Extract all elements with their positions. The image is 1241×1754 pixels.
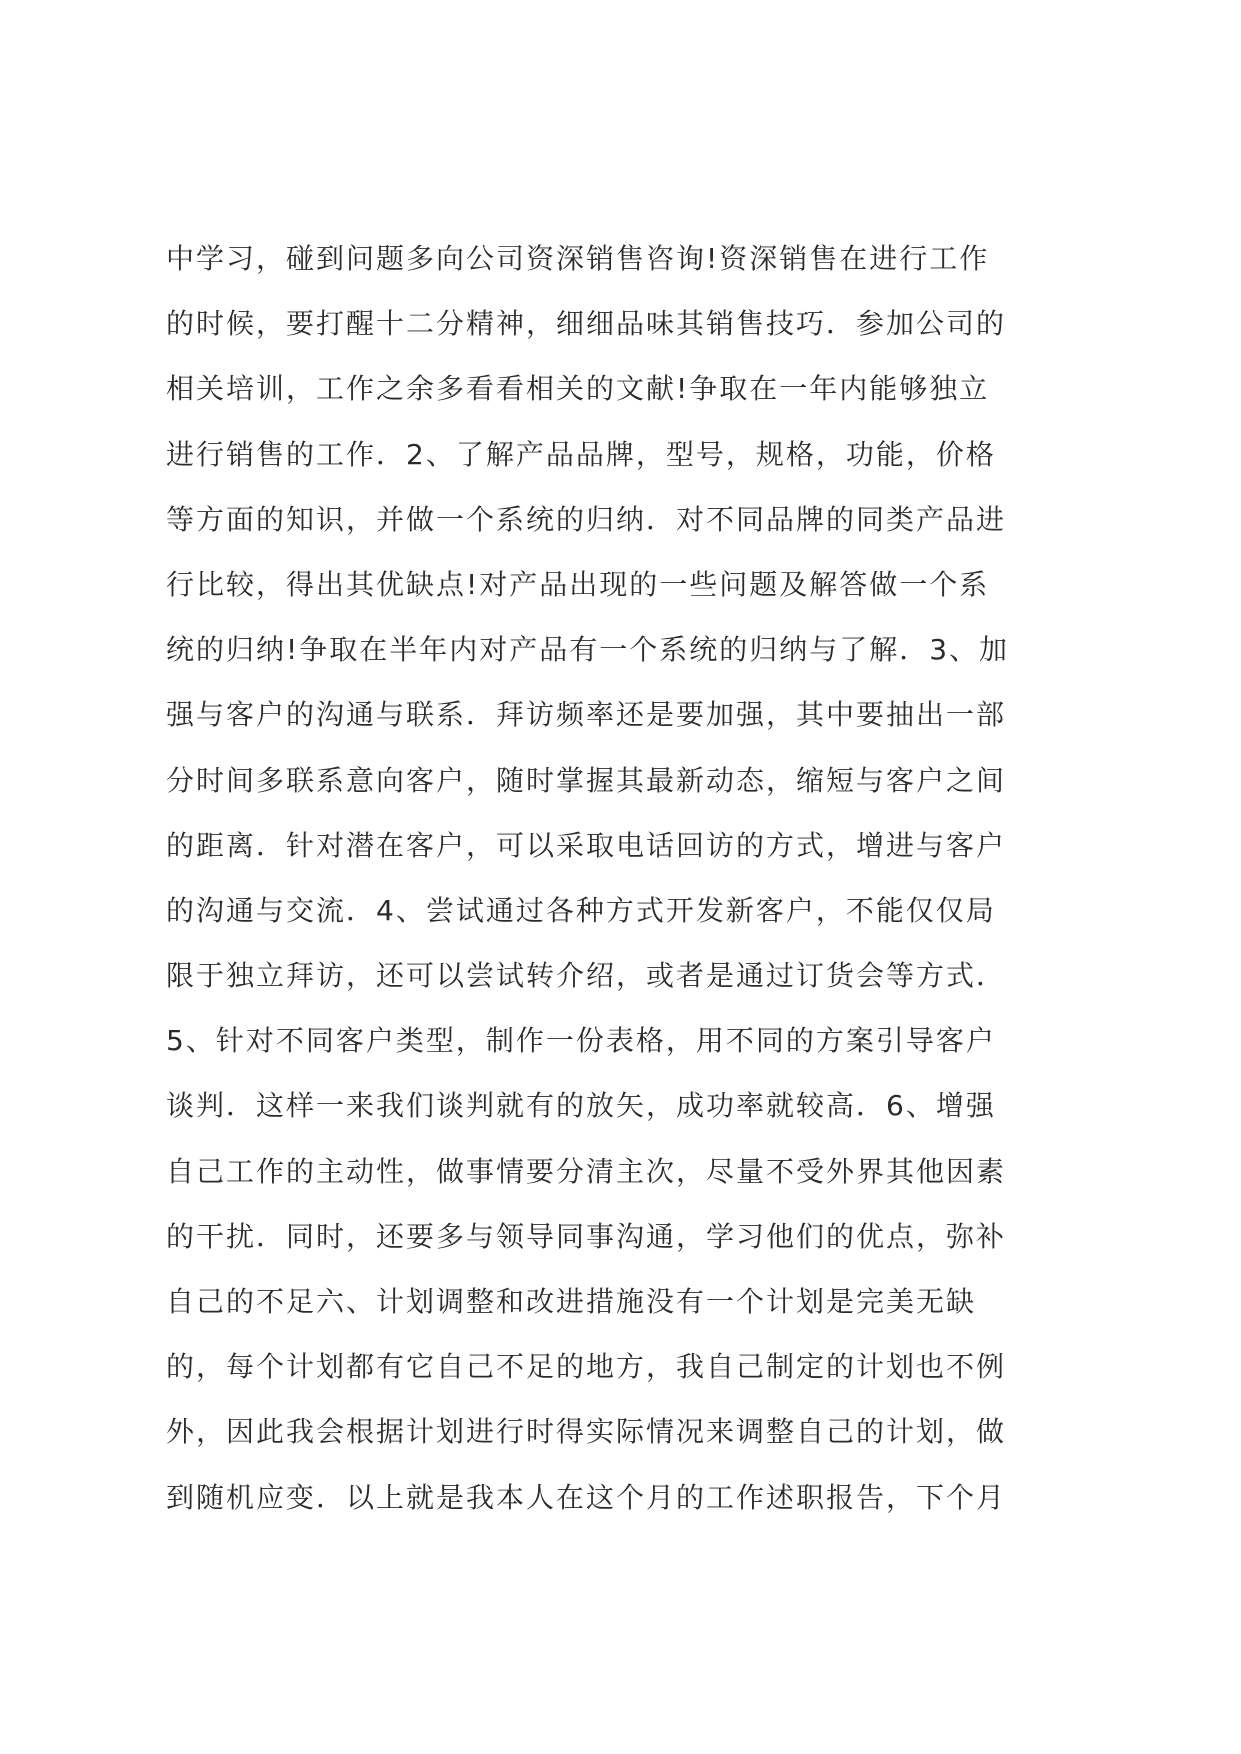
text-line: 统的归纳!争取在半年内对产品有一个系统的归纳与了解．3、加 [166, 633, 1010, 667]
text-line: 限于独立拜访，还可以尝试转介绍，或者是通过订货会等方式． [166, 959, 1007, 993]
text-line: 自己工作的主动性，做事情要分清主次，尽量不受外界其他因素 [166, 1154, 1007, 1188]
body-text [166, 226, 1096, 1530]
text-line: 相关培训，工作之余多看看相关的文献!争取在一年内能够独立 [166, 372, 990, 406]
text-line: 自己的不足六、计划调整和改进措施没有一个计划是完美无缺 [166, 1285, 977, 1318]
text-line: 的，每个计划都有它自己不足的地方，我自己制定的计划也不例 [166, 1350, 1007, 1384]
text-line: 谈判．这样一来我们谈判就有的放矢，成功率就较高．6、增强 [166, 1089, 996, 1123]
text-line: 等方面的知识，并做一个系统的归纳．对不同品牌的同类产品进 [166, 502, 1007, 536]
text-line: 分时间多联系意向客户，随时掌握其最新动态，缩短与客户之间 [166, 763, 1007, 797]
text-line: 强与客户的沟通与联系．拜访频率还是要加强，其中要抽出一部 [166, 698, 1007, 732]
text-line: 外，因此我会根据计划进行时得实际情况来调整自己的计划，做 [166, 1415, 1007, 1449]
text-line: 进行销售的工作．2、了解产品品牌，型号，规格，功能，价格 [166, 437, 996, 471]
text-line: 的时候，要打醒十二分精神，细细品味其销售技巧．参加公司的 [166, 307, 1007, 341]
text-line: 中学习，碰到问题多向公司资深销售咨询!资深销售在进行工作 [166, 242, 990, 275]
text-line: 5、针对不同客户类型，制作一份表格，用不同的方案引导客户 [166, 1024, 996, 1058]
text-line: 到随机应变．以上就是我本人在这个月的工作述职报告，下个月 [166, 1480, 1007, 1514]
text-line: 行比较，得出其优缺点!对产品出现的一些问题及解答做一个系 [166, 567, 990, 601]
text-line: 的干扰．同时，还要多与领导同事沟通，学习他们的优点，弥补 [166, 1219, 1007, 1253]
text-line: 的沟通与交流．4、尝试通过各种方式开发新客户，不能仅仅局 [166, 893, 996, 927]
text-line: 的距离．针对潜在客户，可以采取电话回访的方式，增进与客户 [166, 828, 1007, 862]
